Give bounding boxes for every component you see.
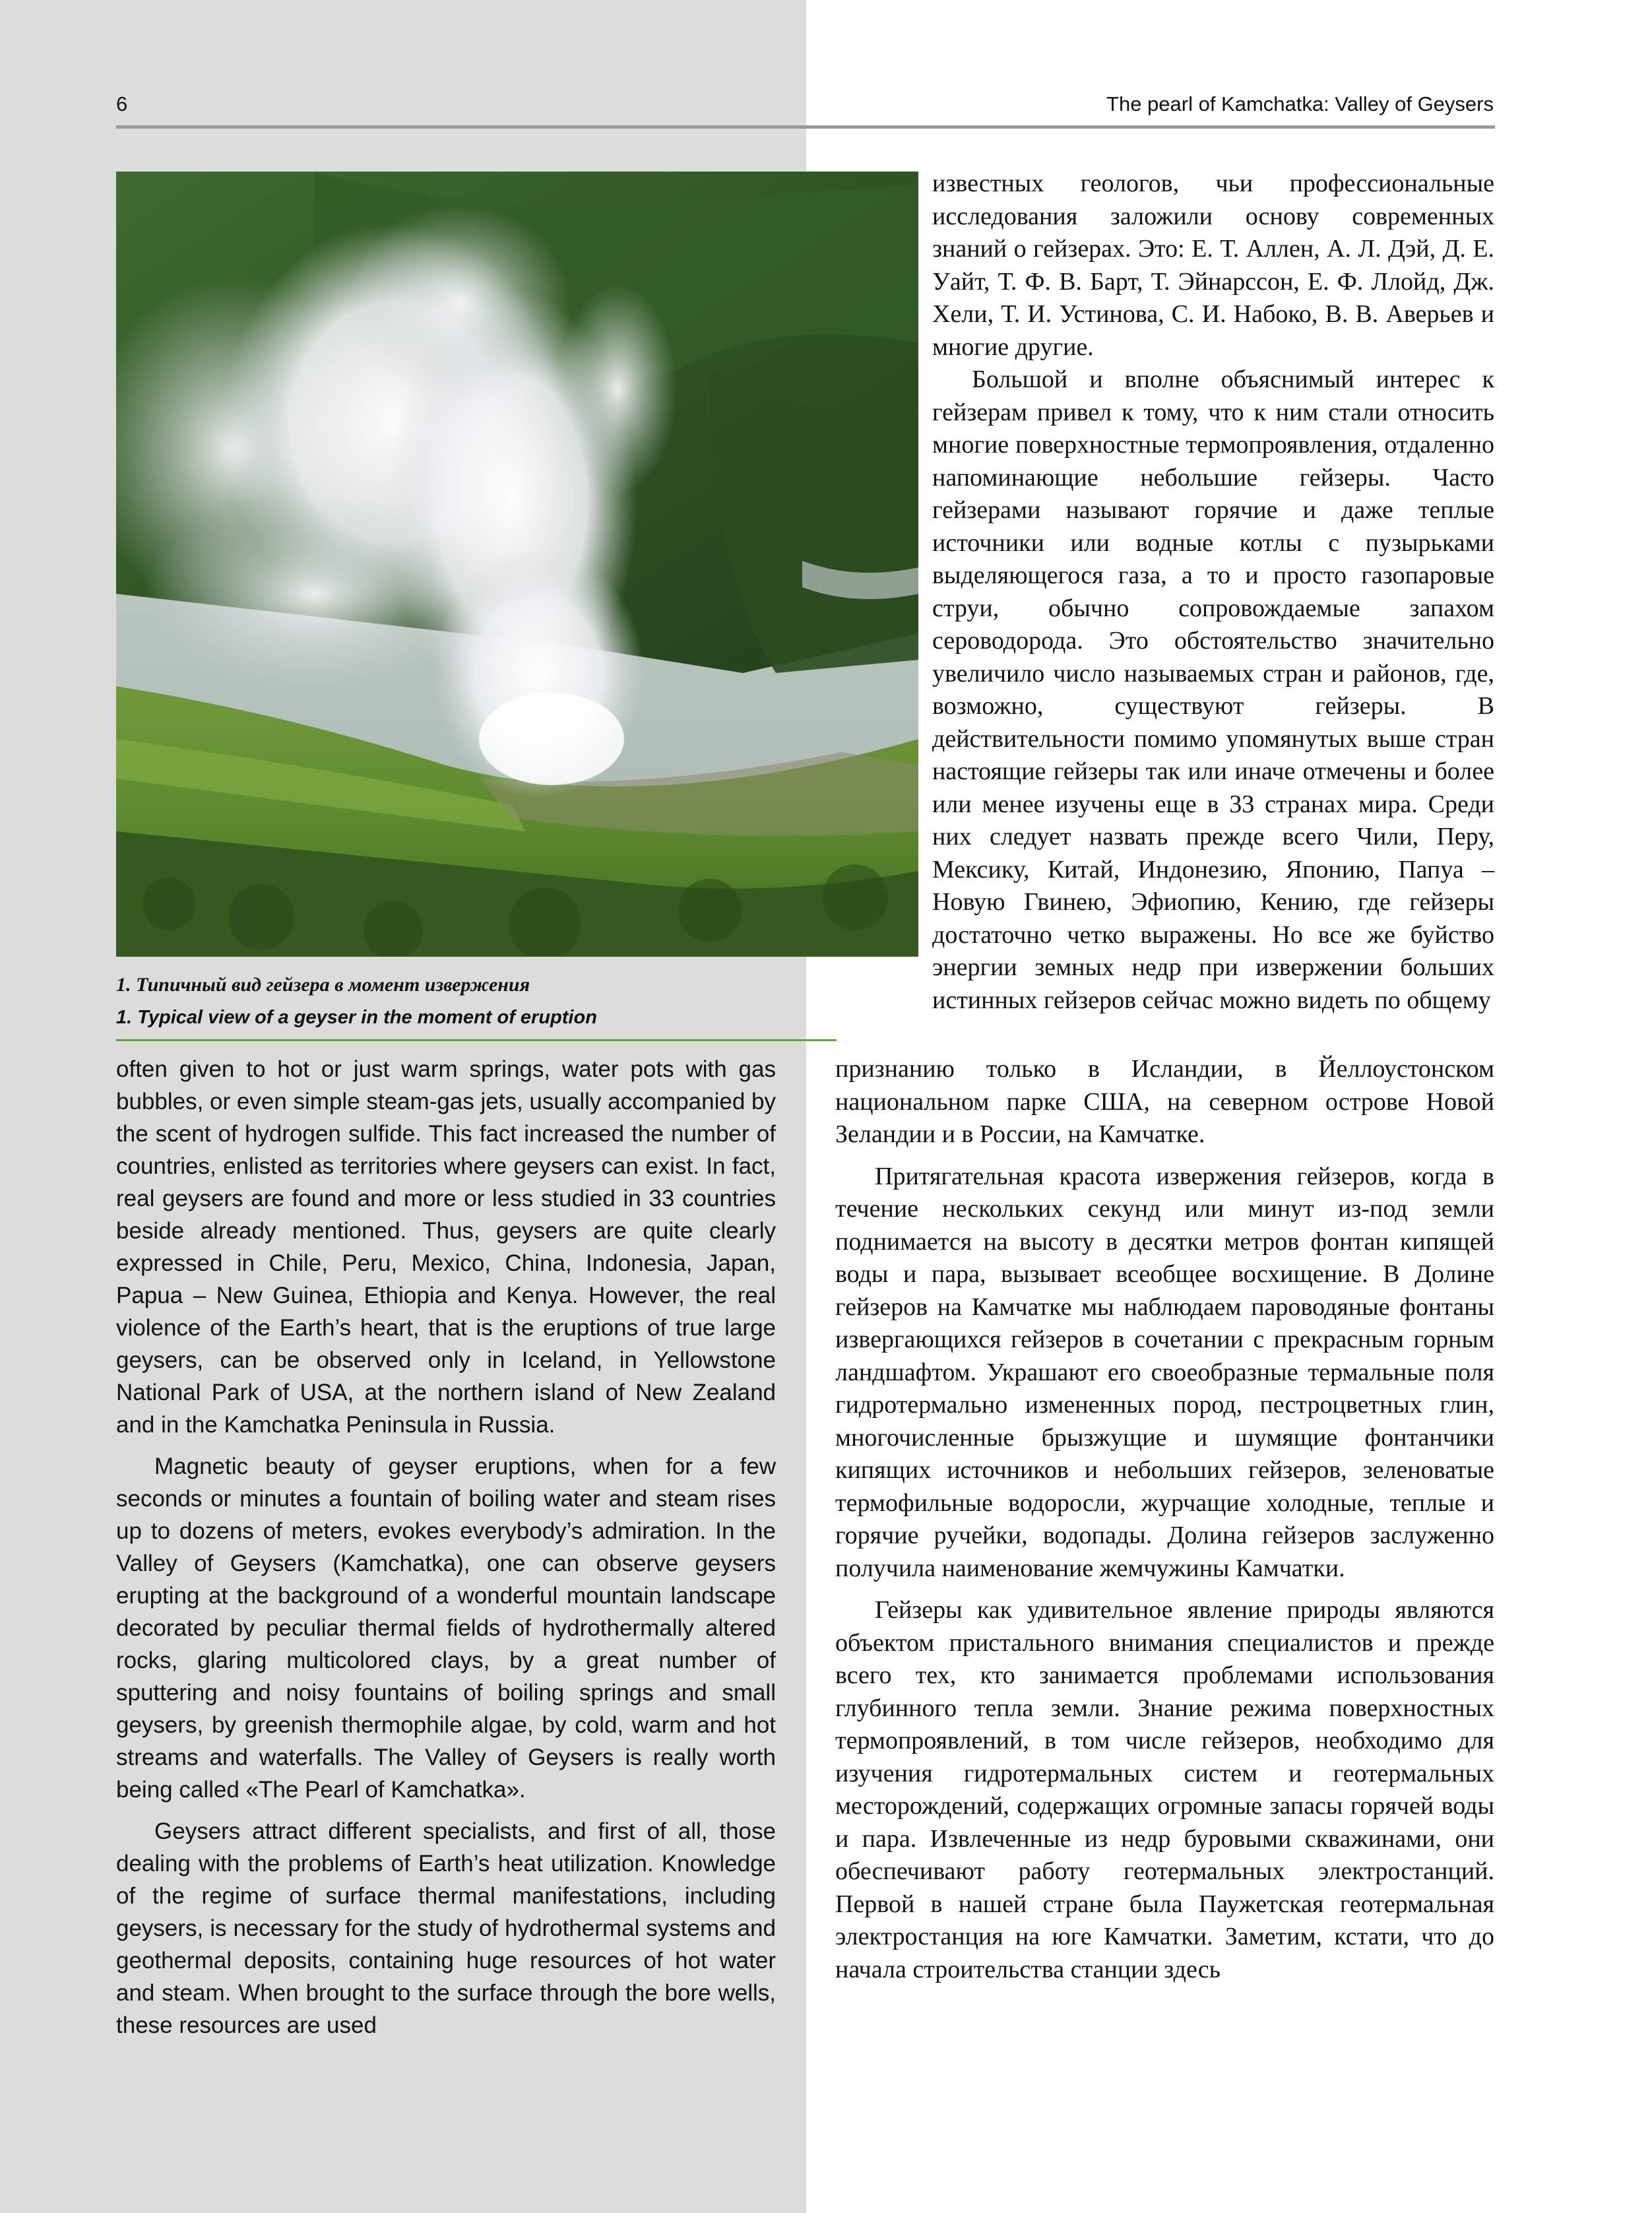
header-rule: [116, 125, 1495, 129]
russian-paragraph: признанию только в Исландии, в Йеллоустонском национальном парке США, на северном острове Новой Зеландии и в России, на Камчатке.: [835, 1055, 1494, 1148]
running-title: The pearl of Kamchatka: Valley of Geysers: [1106, 92, 1494, 115]
russian-paragraph: Притягательная красота извержения гейзеров, когда в течение нескольких секунд или минут из-под земли поднимается на высоту в десятки метров фонтан кипящей воды и пара, вызывает всеобщее восхищение. В Долине гейзеров на Камчатке мы наблюдаем пароводяные фонтаны извергающихся гейзеров в сочетании с прекрасным горным ландшафтом. Украшают его своеобразные термальные поля гидротермально измененных пород, пестроцветных глин, многочисленные брызжущие и шумящие фонтанчики кипящих источников и небольших гейзеров, зеленоватые термофильные водоросли, журчащие холодные, теплые и горячие ручейки, водопады. Долина гейзеров заслуженно получила наименование жемчужины Камчатки.: [835, 1162, 1494, 1582]
caption-rule: [116, 1039, 837, 1041]
geyser-photo: [116, 172, 918, 957]
english-paragraph: Geysers attract different specialists, and first of all, those dealing with the problems of Earth’s heat utilization. Knowledge of the regime of surface thermal manifestations, including geysers, is necessary for the study of hydrothermal systems and geothermal deposits, containing huge resources of hot water and steam. When brought to the surface through the bore wells, these resources are used: [116, 1818, 776, 2038]
russian-paragraph: известных геологов, чьи профессиональные исследования заложили основу современных знаний о гейзерах. Это: Е. Т. Аллен, А. Л. Дэй, Д. Е. Уайт, Т. Ф. В. Барт, Т. Эйнарссон, Е. Ф. Ллойд, Дж. Хели, Т. И. Устинова, С. И. Набоко, В. В. Аверьев и многие другие.: [932, 170, 1494, 361]
russian-column-top: [932, 168, 1494, 1017]
english-paragraph: often given to hot or just warm springs, water pots with gas bubbles, or even simple steam-gas jets, usually accompanied by the scent of hydrogen sulfide. This fact increased the number of countries, enlisted as territories where geysers can exist. In fact, real geysers are found and more or less studied in 33 countries beside already mentioned. Thus, geysers are quite clearly expressed in Chile, Peru, Mexico, China, Indonesia, Japan, Papua – New Guinea, Ethiopia and Kenya. However, the real violence of the Earth’s heart, that is the eruptions of true large geysers, can be observed only in Iceland, in Yellowstone National Park of USA, at the northern island of New Zealand and in the Kamchatka Peninsula in Russia.: [116, 1056, 776, 1438]
russian-column-bottom: [835, 1053, 1494, 1986]
russian-paragraph: Большой и вполне объяснимый интерес к гейзерам привел к тому, что к ним стали относить многие поверхностные термопроявления, отдаленно напоминающие небольшие гейзеры. Часто гейзерами называют горячие и даже теплые источники или водные котлы с пузырьками выделяющегося газа, а то и просто газопаровые струи, обычно сопровождаемые запахом сероводорода. Это обстоятельство значительно увеличило число называемых стран и районов, где, возможно, существуют гейзеры. В действительности помимо упомянутых выше стран настоящие гейзеры так или иначе отмечены и более или менее изучены еще в 33 странах мира. Среди них следует назвать прежде всего Чили, Перу, Мексику, Китай, Индонезию, Японию, Папуа – Новую Гвинею, Эфиопию, Кению, где гейзеры достаточно четко выражены. Но все же буйство энергии земных недр при извержении больших истинных гейзеров сейчас можно видеть по общему: [932, 366, 1494, 1014]
page-number: 6: [116, 92, 128, 115]
russian-paragraph: Гейзеры как удивительное явление природы являются объектом пристального внимания специалистов и прежде всего тех, кто занимается проблемами использования глубинного тепла земли. Знание режима поверхностных термопроявлений, в том числе гейзеров, необходимо для изучения гидротермальных систем и геотермальных месторождений, содержащих огромные запасы горячей воды и пара. Извлеченные из недр буровыми скважинами, они обеспечивают работу геотермальных электростанций. Первой в нашей стране была Паужетская геотермальная электростанция на юге Камчатки. Заметим, кстати, что до начала строительства станции здесь: [835, 1596, 1494, 1983]
english-column: [116, 1053, 776, 2041]
figure-caption-en: 1. Typical view of a geyser in the moment of eruption: [116, 1007, 597, 1028]
figure-caption-ru: 1. Типичный вид гейзера в момент извержения: [116, 974, 530, 996]
english-paragraph: Magnetic beauty of geyser eruptions, when for a few seconds or minutes a fountain of boiling water and steam rises up to dozens of meters, evokes everybody’s admiration. In the Valley of Geysers (Kamchatka), one can observe geysers erupting at the background of a wonderful mountain landscape decorated by peculiar thermal fields of hydrothermally altered rocks, glaring multicolored clays, by a great number of sputtering and noisy fountains of boiling springs and small geysers, by greenish thermophile algae, by cold, warm and hot streams and waterfalls. The Valley of Geysers is really worth being called «The Pearl of Kamchatka».: [116, 1454, 776, 1803]
